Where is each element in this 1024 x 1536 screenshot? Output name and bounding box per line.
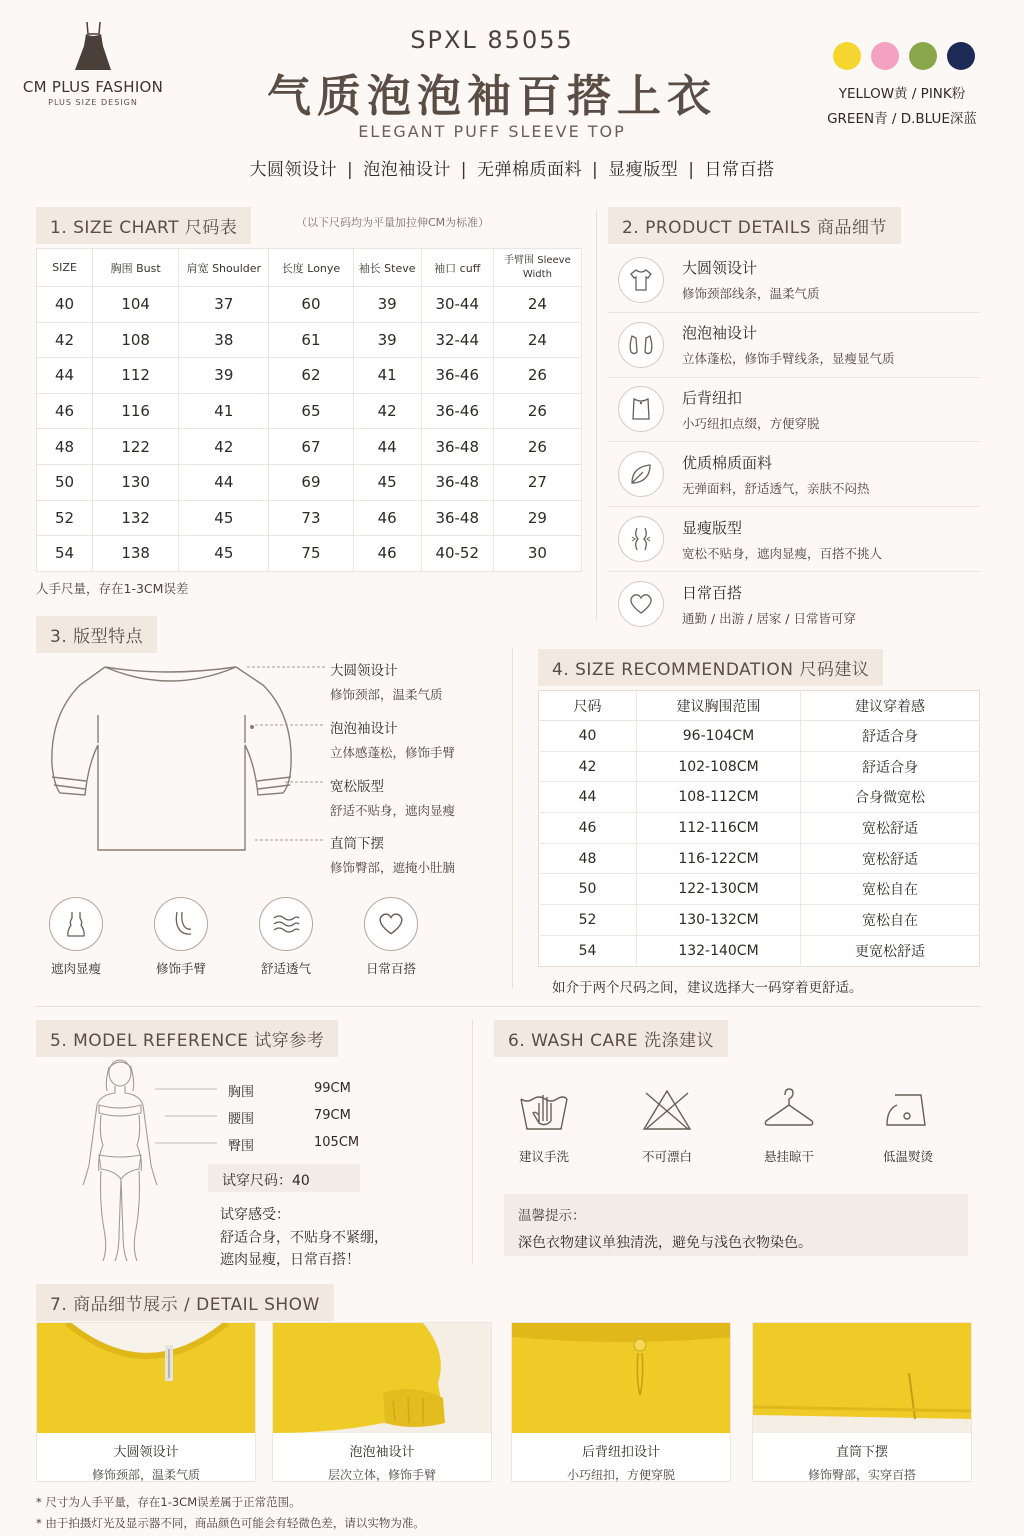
color-swatch-yellow[interactable] bbox=[833, 42, 861, 70]
callout-sub: 舒适不贴身，遮肉显瘦 bbox=[330, 803, 456, 818]
detail-sub: 修饰颈部线条，温柔气质 bbox=[682, 286, 820, 302]
fit-icon-item bbox=[258, 897, 314, 977]
table-cell: 102-108CM bbox=[637, 751, 801, 782]
detail-photo-sub: 小巧纽扣，方便穿脱 bbox=[566, 1468, 675, 1482]
table-cell: 54 bbox=[539, 935, 637, 966]
wash-tip-title: 温馨提示： bbox=[518, 1208, 586, 1224]
detail-photo-sub: 层次立体，修饰手臂 bbox=[327, 1468, 436, 1482]
table-cell: 39 bbox=[353, 322, 421, 358]
model-measure-value: 99CM bbox=[314, 1081, 351, 1096]
table-cell: 40 bbox=[539, 721, 637, 752]
table-cell: 44 bbox=[37, 358, 93, 394]
table-cell: 60 bbox=[269, 287, 353, 323]
feature-item: 日常百搭 bbox=[704, 160, 775, 180]
slim-dress-icon bbox=[49, 897, 103, 951]
table-cell: 26 bbox=[493, 358, 581, 394]
product-sku: SPXL 85055 bbox=[410, 26, 574, 54]
feature-separator: | bbox=[460, 160, 467, 180]
table-header-cell: 手臂围 Sleeve Width bbox=[493, 249, 581, 287]
fit-icon-item bbox=[363, 897, 419, 977]
table-cell: 46 bbox=[37, 393, 93, 429]
detail-item bbox=[608, 572, 980, 637]
callout-lines-icon bbox=[245, 660, 330, 850]
table-cell: 30-44 bbox=[421, 287, 493, 323]
table-row bbox=[37, 322, 582, 358]
size-chart-note: （以下尺码均为平量加拉伸CM为标准） bbox=[296, 216, 490, 229]
wash-tip-box bbox=[504, 1194, 968, 1256]
arm-icon bbox=[154, 897, 208, 951]
detail-title: 后背纽扣 bbox=[682, 388, 743, 407]
slim-body-icon bbox=[618, 516, 664, 562]
color-label-line2: GREEN青 / D.BLUE深蓝 bbox=[827, 111, 977, 127]
table-header-cell: 建议胸围范围 bbox=[637, 691, 801, 721]
detail-item bbox=[608, 442, 980, 507]
table-cell: 41 bbox=[353, 358, 421, 394]
callout-sub: 立体感蓬松，修饰手臂 bbox=[330, 745, 456, 760]
fit-callout bbox=[330, 717, 455, 761]
detail-item bbox=[608, 507, 980, 572]
divider bbox=[472, 1020, 473, 1265]
detail-item bbox=[608, 248, 980, 313]
wash-label: 低温熨烫 bbox=[882, 1149, 933, 1164]
table-cell: 67 bbox=[269, 429, 353, 465]
model-size-value: 40 bbox=[292, 1173, 310, 1189]
color-swatch-pink[interactable] bbox=[871, 42, 899, 70]
brand-name: CM PLUS FASHION bbox=[22, 78, 164, 96]
table-header-cell: SIZE bbox=[37, 249, 93, 287]
model-feel-title: 试穿感受： bbox=[220, 1207, 290, 1223]
table-cell: 122 bbox=[93, 429, 179, 465]
detail-sub: 通勤 / 出游 / 居家 / 日常皆可穿 bbox=[682, 610, 856, 626]
size-recommendation-note: 如介于两个尺码之间，建议选择大一码穿着更舒适。 bbox=[552, 980, 863, 996]
table-cell: 73 bbox=[269, 500, 353, 536]
product-details-list bbox=[608, 248, 980, 637]
wash-label: 悬挂晾干 bbox=[763, 1149, 814, 1164]
leaf-icon bbox=[618, 451, 664, 497]
wash-item bbox=[868, 1085, 948, 1165]
table-cell: 130-132CM bbox=[637, 905, 801, 936]
table-cell: 宽松舒适 bbox=[801, 813, 980, 844]
table-cell: 112-116CM bbox=[637, 813, 801, 844]
table-row bbox=[539, 935, 980, 966]
hem-illustration-icon bbox=[753, 1323, 971, 1433]
table-cell: 39 bbox=[179, 358, 269, 394]
detail-photo-title: 直筒下摆 bbox=[835, 1445, 888, 1460]
model-measure-label: 胸围 bbox=[228, 1085, 255, 1100]
table-header-cell: 建议穿着感 bbox=[801, 691, 980, 721]
table-cell: 52 bbox=[37, 500, 93, 536]
detail-photo-sub: 修饰臀部，实穿百搭 bbox=[807, 1468, 916, 1482]
feature-list bbox=[0, 155, 1024, 180]
breathable-waves-icon bbox=[259, 897, 313, 951]
table-cell: 30 bbox=[493, 536, 581, 572]
table-row bbox=[539, 721, 980, 752]
product-title: 气质泡泡袖百搭上衣 bbox=[267, 71, 717, 122]
table-cell: 37 bbox=[179, 287, 269, 323]
measure-lines-icon bbox=[155, 1085, 220, 1147]
detail-item bbox=[608, 378, 980, 443]
table-cell: 75 bbox=[269, 536, 353, 572]
table-cell: 44 bbox=[179, 464, 269, 500]
table-row bbox=[37, 500, 582, 536]
detail-item bbox=[608, 313, 980, 378]
table-cell: 舒适合身 bbox=[801, 751, 980, 782]
table-cell: 50 bbox=[539, 874, 637, 905]
table-row bbox=[37, 358, 582, 394]
neckline-illustration-icon bbox=[37, 1323, 255, 1433]
table-cell: 130 bbox=[93, 464, 179, 500]
table-cell: 32-44 bbox=[421, 322, 493, 358]
detail-sub: 立体蓬松，修饰手臂线条，显瘦显气质 bbox=[682, 351, 895, 367]
table-header-cell: 肩宽 Shoulder bbox=[179, 249, 269, 287]
table-cell: 116-122CM bbox=[637, 843, 801, 874]
table-cell: 宽松自在 bbox=[801, 905, 980, 936]
wash-label: 不可漂白 bbox=[641, 1149, 692, 1164]
wash-item bbox=[749, 1085, 829, 1165]
detail-title: 日常百搭 bbox=[682, 583, 743, 602]
feature-item: 显瘦版型 bbox=[608, 160, 679, 180]
table-cell: 36-48 bbox=[421, 500, 493, 536]
wash-tip-text: 深色衣物建议单独清洗，避免与浅色衣物染色。 bbox=[518, 1235, 812, 1251]
product-title-en: ELEGANT PUFF SLEEVE TOP bbox=[358, 122, 626, 141]
wash-label: 建议手洗 bbox=[518, 1149, 569, 1164]
table-cell: 42 bbox=[37, 322, 93, 358]
hang-dry-icon bbox=[762, 1085, 816, 1135]
table-cell: 45 bbox=[179, 500, 269, 536]
table-header-cell: 胸围 Bust bbox=[93, 249, 179, 287]
divider bbox=[596, 210, 597, 620]
size-recommendation-title: 4. SIZE RECOMMENDATION 尺码建议 bbox=[538, 649, 883, 686]
table-cell: 44 bbox=[539, 782, 637, 813]
table-header-cell: 尺码 bbox=[539, 691, 637, 721]
fit-callout bbox=[330, 832, 455, 876]
table-cell: 42 bbox=[539, 751, 637, 782]
table-cell: 48 bbox=[539, 843, 637, 874]
callout-sub: 修饰臀部，遮掩小肚腩 bbox=[330, 860, 456, 875]
model-measure-value: 79CM bbox=[314, 1108, 351, 1123]
detail-title: 泡泡袖设计 bbox=[682, 324, 758, 343]
table-header-cell: 袖口 cuff bbox=[421, 249, 493, 287]
wash-care-title: 6. WASH CARE 洗涤建议 bbox=[494, 1020, 728, 1057]
table-row bbox=[539, 874, 980, 905]
table-cell: 宽松舒适 bbox=[801, 843, 980, 874]
table-cell: 26 bbox=[493, 393, 581, 429]
table-cell: 69 bbox=[269, 464, 353, 500]
detail-title: 优质棉质面料 bbox=[682, 453, 773, 472]
table-cell: 46 bbox=[539, 813, 637, 844]
table-cell: 44 bbox=[353, 429, 421, 465]
table-cell: 112 bbox=[93, 358, 179, 394]
footer-note: * 尺寸为人手平量，存在1-3CM误差属于正常范围。 bbox=[36, 1495, 301, 1509]
feature-separator: | bbox=[688, 160, 695, 180]
table-cell: 27 bbox=[493, 464, 581, 500]
heart-icon bbox=[364, 897, 418, 951]
table-cell: 36-48 bbox=[421, 464, 493, 500]
sleeve-illustration-icon bbox=[273, 1323, 491, 1433]
feature-item: 泡泡袖设计 bbox=[363, 160, 451, 180]
table-cell: 36-46 bbox=[421, 358, 493, 394]
table-cell: 138 bbox=[93, 536, 179, 572]
model-feel bbox=[220, 1204, 388, 1272]
model-feel-line: 遮肉显瘦，日常百搭！ bbox=[220, 1252, 360, 1268]
fit-icon-label: 舒适透气 bbox=[260, 961, 311, 976]
table-row bbox=[37, 287, 582, 323]
callout-title: 直筒下摆 bbox=[330, 836, 384, 852]
table-cell: 61 bbox=[269, 322, 353, 358]
table-cell: 36-46 bbox=[421, 393, 493, 429]
fit-icon-item bbox=[153, 897, 209, 977]
table-cell: 45 bbox=[353, 464, 421, 500]
detail-photo-title: 大圆领设计 bbox=[113, 1445, 179, 1460]
fit-title: 3. 版型特点 bbox=[36, 616, 157, 653]
back-button-icon bbox=[618, 386, 664, 432]
table-cell: 96-104CM bbox=[637, 721, 801, 752]
detail-photo-card bbox=[752, 1322, 972, 1482]
table-cell: 41 bbox=[179, 393, 269, 429]
table-row bbox=[37, 464, 582, 500]
size-chart-footnote: 人手尺量，存在1-3CM误差 bbox=[36, 581, 189, 596]
table-cell: 122-130CM bbox=[637, 874, 801, 905]
table-cell: 65 bbox=[269, 393, 353, 429]
table-cell: 40 bbox=[37, 287, 93, 323]
wash-item bbox=[504, 1085, 584, 1165]
detail-sub: 无弹面料，舒适透气，亲肤不闷热 bbox=[682, 480, 870, 496]
table-cell: 更宽松舒适 bbox=[801, 935, 980, 966]
brand bbox=[18, 20, 168, 107]
divider bbox=[512, 648, 513, 988]
feature-separator: | bbox=[347, 160, 354, 180]
table-cell: 62 bbox=[269, 358, 353, 394]
table-cell: 26 bbox=[493, 429, 581, 465]
detail-photo-title: 后背纽扣设计 bbox=[581, 1445, 660, 1460]
table-header-cell: 袖长 Steve bbox=[353, 249, 421, 287]
table-cell: 104 bbox=[93, 287, 179, 323]
table-cell: 舒适合身 bbox=[801, 721, 980, 752]
divider bbox=[36, 1006, 980, 1007]
detail-show-title: 7. 商品细节展示 / DETAIL SHOW bbox=[36, 1284, 334, 1321]
product-details-title: 2. PRODUCT DETAILS 商品细节 bbox=[608, 207, 901, 244]
color-swatch-green[interactable] bbox=[909, 42, 937, 70]
table-row bbox=[37, 536, 582, 572]
feature-separator: | bbox=[592, 160, 599, 180]
low-iron-icon bbox=[881, 1085, 935, 1135]
wash-item bbox=[627, 1085, 707, 1165]
table-cell: 50 bbox=[37, 464, 93, 500]
feature-item: 大圆领设计 bbox=[249, 160, 338, 180]
color-options bbox=[820, 42, 1000, 132]
back-button-illustration-icon bbox=[512, 1323, 730, 1433]
table-row bbox=[539, 782, 980, 813]
back-button-photo bbox=[512, 1323, 730, 1433]
detail-photo-title: 泡泡袖设计 bbox=[349, 1445, 415, 1460]
table-header-cell: 长度 Lonye bbox=[269, 249, 353, 287]
neckline-photo bbox=[37, 1323, 255, 1433]
table-cell: 29 bbox=[493, 500, 581, 536]
size-chart-title: 1. SIZE CHART 尺码表 bbox=[36, 207, 251, 244]
table-row bbox=[37, 429, 582, 465]
table-cell: 48 bbox=[37, 429, 93, 465]
table-cell: 合身微宽松 bbox=[801, 782, 980, 813]
fit-icon-label: 日常百搭 bbox=[365, 961, 416, 976]
table-row bbox=[539, 813, 980, 844]
callout-title: 泡泡袖设计 bbox=[330, 721, 398, 737]
fit-icon-label: 遮肉显瘦 bbox=[50, 961, 101, 976]
table-cell: 108 bbox=[93, 322, 179, 358]
table-cell: 108-112CM bbox=[637, 782, 801, 813]
model-measure-value: 105CM bbox=[314, 1135, 360, 1150]
table-cell: 116 bbox=[93, 393, 179, 429]
fit-callout bbox=[330, 659, 443, 703]
sleeve-photo bbox=[273, 1323, 491, 1433]
heart-icon bbox=[618, 581, 664, 627]
table-cell: 54 bbox=[37, 536, 93, 572]
table-row bbox=[539, 843, 980, 874]
table-header-row bbox=[539, 691, 980, 721]
model-measure-label: 腰围 bbox=[228, 1112, 255, 1127]
table-row bbox=[37, 393, 582, 429]
model-size-label: 试穿尺码： bbox=[222, 1173, 292, 1189]
table-row bbox=[539, 751, 980, 782]
hem-photo bbox=[753, 1323, 971, 1433]
table-cell: 42 bbox=[179, 429, 269, 465]
size-recommendation-table bbox=[538, 690, 980, 967]
footer-note: * 由于拍摄灯光及显示器不同，商品颜色可能会有轻微色差，请以实物为准。 bbox=[36, 1516, 425, 1530]
table-cell: 39 bbox=[353, 287, 421, 323]
model-feel-line: 舒适合身，不贴身不紧绷， bbox=[220, 1229, 388, 1246]
callout-title: 宽松版型 bbox=[330, 779, 384, 795]
table-cell: 46 bbox=[353, 536, 421, 572]
size-chart-table bbox=[36, 248, 582, 572]
model-measure-label: 臀围 bbox=[228, 1139, 255, 1154]
fit-icon-label: 修饰手臂 bbox=[155, 961, 206, 976]
table-row bbox=[539, 905, 980, 936]
sleeve-icon bbox=[618, 322, 664, 368]
feature-item: 无弹棉质面料 bbox=[477, 160, 582, 180]
table-cell: 52 bbox=[539, 905, 637, 936]
table-cell: 38 bbox=[179, 322, 269, 358]
detail-photo-card bbox=[36, 1322, 256, 1482]
table-cell: 42 bbox=[353, 393, 421, 429]
color-swatch-dblue[interactable] bbox=[947, 42, 975, 70]
detail-sub: 小巧纽扣点缀，方便穿脱 bbox=[682, 415, 820, 431]
table-cell: 132-140CM bbox=[637, 935, 801, 966]
table-cell: 24 bbox=[493, 287, 581, 323]
model-reference-title: 5. MODEL REFERENCE 试穿参考 bbox=[36, 1020, 338, 1057]
color-label-line1: YELLOW黄 / PINK粉 bbox=[838, 86, 966, 102]
dress-logo-icon bbox=[73, 20, 113, 72]
detail-photo-sub: 修饰颈部，温柔气质 bbox=[91, 1468, 200, 1482]
table-cell: 24 bbox=[493, 322, 581, 358]
fit-icon-item bbox=[48, 897, 104, 977]
fit-callout bbox=[330, 775, 455, 819]
table-cell: 40-52 bbox=[421, 536, 493, 572]
detail-title: 大圆领设计 bbox=[682, 259, 758, 278]
table-header-row bbox=[37, 249, 582, 287]
callout-sub: 修饰颈部，温柔气质 bbox=[330, 687, 443, 702]
table-cell: 36-48 bbox=[421, 429, 493, 465]
no-bleach-icon bbox=[640, 1085, 694, 1135]
brand-sub: PLUS SIZE DESIGN bbox=[48, 98, 138, 107]
hand-wash-icon bbox=[517, 1085, 571, 1135]
callout-title: 大圆领设计 bbox=[330, 663, 398, 679]
model-size-box bbox=[208, 1164, 360, 1192]
table-cell: 45 bbox=[179, 536, 269, 572]
table-cell: 宽松自在 bbox=[801, 874, 980, 905]
detail-title: 显瘦版型 bbox=[682, 518, 743, 537]
table-cell: 132 bbox=[93, 500, 179, 536]
detail-photo-card bbox=[272, 1322, 492, 1482]
model-figure-icon bbox=[75, 1055, 165, 1265]
detail-photo-card bbox=[511, 1322, 731, 1482]
tshirt-icon bbox=[618, 257, 664, 303]
detail-sub: 宽松不贴身，遮肉显瘦，百搭不挑人 bbox=[682, 545, 883, 561]
table-cell: 46 bbox=[353, 500, 421, 536]
